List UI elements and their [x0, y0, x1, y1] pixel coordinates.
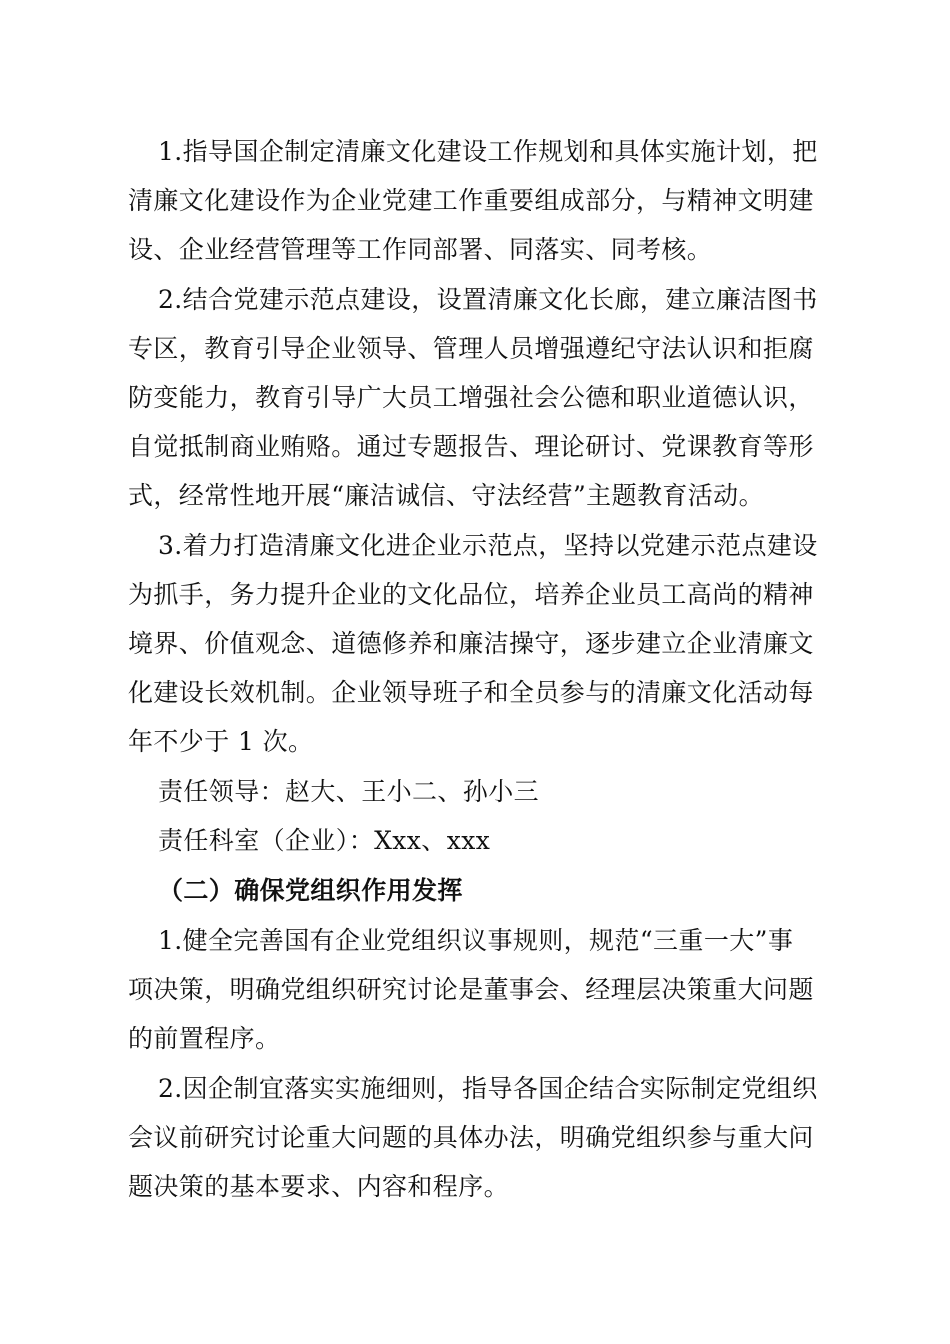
paragraph-2-line-1: 2.结合党建示范点建设，设置清廉文化长廊，建立廉洁图书: [158, 285, 818, 314]
paragraph-3-line-5: 年不少于 1 次。: [128, 727, 314, 756]
section-heading: （二）确保党组织作用发挥: [158, 876, 463, 905]
paragraph-5-line-3: 题决策的基本要求、内容和程序。: [128, 1172, 510, 1201]
paragraph-3-line-1: 3.着力打造清廉文化进企业示范点，坚持以党建示范点建设: [158, 531, 818, 560]
paragraph-2-line-2: 专区，教育引导企业领导、管理人员增强遵纪守法认识和拒腐: [128, 334, 814, 363]
paragraph-5-line-1: 2.因企制宜落实实施细则，指导各国企结合实际制定党组织: [158, 1074, 818, 1103]
paragraph-1-line-1: 1.指导国企制定清廉文化建设工作规划和具体实施计划，把: [158, 137, 818, 166]
paragraph-1-line-2: 清廉文化建设作为企业党建工作重要组成部分，与精神文明建: [128, 186, 814, 215]
paragraph-2-line-3: 防变能力，教育引导广大员工增强社会公德和职业道德认识，: [128, 383, 814, 412]
paragraph-2-line-5: 式，经常性地开展“廉洁诚信、守法经营”主题教育活动。: [128, 481, 764, 510]
responsible-leaders: 责任领导：赵大、王小二、孙小三: [158, 777, 540, 806]
paragraph-4-line-1: 1.健全完善国有企业党组织议事规则，规范“三重一大”事: [158, 926, 794, 955]
paragraph-3-line-4: 化建设长效机制。企业领导班子和全员参与的清廉文化活动每: [128, 678, 814, 707]
paragraph-3-line-3: 境界、价值观念、道德修养和廉洁操守，逐步建立企业清廉文: [128, 629, 814, 658]
responsible-department: 责任科室（企业）：Xxx、xxx: [158, 826, 491, 855]
paragraph-4-line-3: 的前置程序。: [128, 1024, 281, 1053]
paragraph-2-line-4: 自觉抵制商业贿赂。通过专题报告、理论研讨、党课教育等形: [128, 432, 814, 461]
paragraph-4-line-2: 项决策，明确党组织研究讨论是董事会、经理层决策重大问题: [128, 975, 814, 1004]
paragraph-5-line-2: 会议前研究讨论重大问题的具体办法，明确党组织参与重大问: [128, 1123, 814, 1152]
paragraph-1-line-3: 设、企业经营管理等工作同部署、同落实、同考核。: [128, 235, 713, 264]
paragraph-3-line-2: 为抓手，务力提升企业的文化品位，培养企业员工高尚的精神: [128, 580, 814, 609]
